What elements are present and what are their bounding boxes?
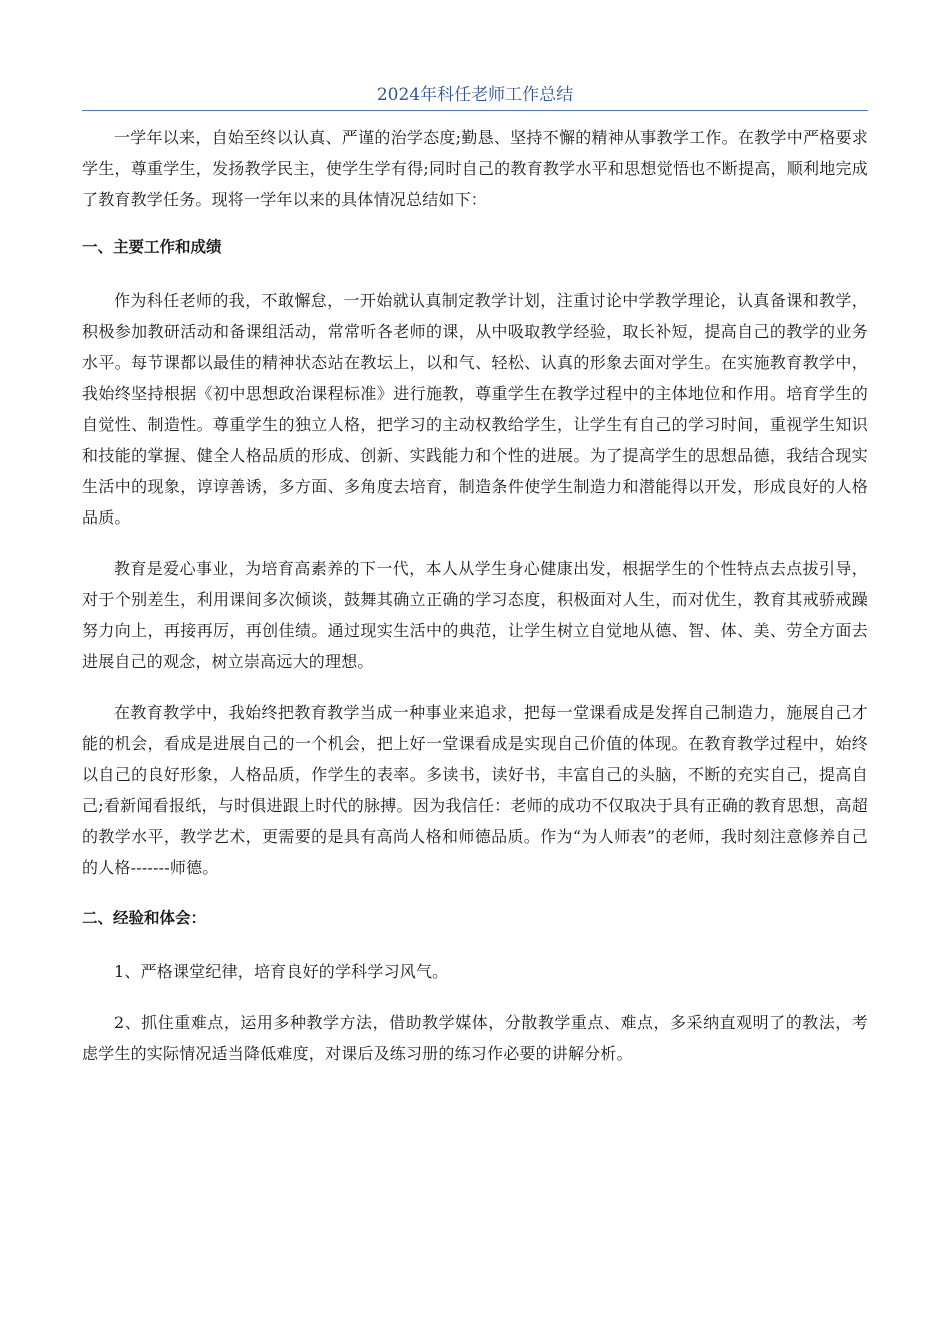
body-paragraph: 在教育教学中，我始终把教育教学当成一种事业来追求，把每一堂课看成是发挥自己制造力，施展自己才能的机会，看成是进展自己的一个机会，把上好一堂课看成是实现自己价值的体现。在教育教学过程中，始终以自己的良好形象，人格品质，作学生的表率。多读书，读好书，丰富自己的头脑，不断的充实自己，提高自己;看新闻看报纸，与时俱进跟上时代的脉搏。因为我信任：老师的成功不仅取决于具有正确的教育思想，高超的教学水平，教学艺术，更需要的是具有高尚人格和师德品质。作为“为人师表”的老师，我时刻注意修养自己的人格-------师德。 xyxy=(82,703,868,877)
body-paragraph: 教育是爱心事业，为培育高素养的下一代，本人从学生身心健康出发，根据学生的个性特点去点拔引导，对于个别差生，利用课间多次倾谈，鼓舞其确立正确的学习态度，积极面对人生，而对优生，教育其戒骄戒躁努力向上，再接再厉，再创佳绩。通过现实生活中的典范，让学生树立自觉地从德、智、体、美、劳全方面去进展自己的观念，树立崇高远大的理想。 xyxy=(82,559,868,671)
document-body xyxy=(82,122,868,1069)
body-paragraph: 作为科任老师的我，不敢懈怠，一开始就认真制定教学计划，注重讨论中学教学理论，认真备课和教学，积极参加教研活动和备课组活动，常常听各老师的课，从中吸取教学经验，取长补短，提高自己的教学的业务水平。每节课都以最佳的精神状态站在教坛上，以和气、轻松、认真的形象去面对学生。在实施教育教学中，我始终坚持根据《初中思想政治课程标准》进行施教，尊重学生在教学过程中的主体地位和作用。培育学生的自觉性、制造性。尊重学生的独立人格，把学习的主动权教给学生，让学生有自己的学习时间，重视学生知识和技能的掌握、健全人格品质的形成、创新、实践能力和个性的进展。为了提高学生的思想品德，我结合现实生活中的现象，谆谆善诱，多方面、多角度去培育，制造条件使学生制造力和潜能得以开发，形成良好的人格品质。 xyxy=(82,291,868,527)
list-item: 2、抓住重难点，运用多种教学方法，借助教学媒体，分散教学重点、难点，多采纳直观明了的教法，考虑学生的实际情况适当降低难度，对课后及练习册的练习作必要的讲解分析。 xyxy=(82,1013,868,1063)
section-heading-experience: 二、经验和体会： xyxy=(82,909,207,927)
list-item: 1、严格课堂纪律，培育良好的学科学习风气。 xyxy=(114,962,449,981)
document-title: 2024年科任老师工作总结 xyxy=(376,85,574,105)
page-header xyxy=(82,84,868,111)
intro-paragraph: 一学年以来，自始至终以认真、严谨的治学态度;勤恳、坚持不懈的精神从事教学工作。在教学中严格要求学生，尊重学生，发扬教学民主，使学生学有得;同时自己的教育教学水平和思想觉悟也不断提高，顺利地完成了教育教学任务。现将一学年以来的具体情况总结如下： xyxy=(82,128,868,209)
section-heading-main-work: 一、主要工作和成绩 xyxy=(82,238,222,256)
